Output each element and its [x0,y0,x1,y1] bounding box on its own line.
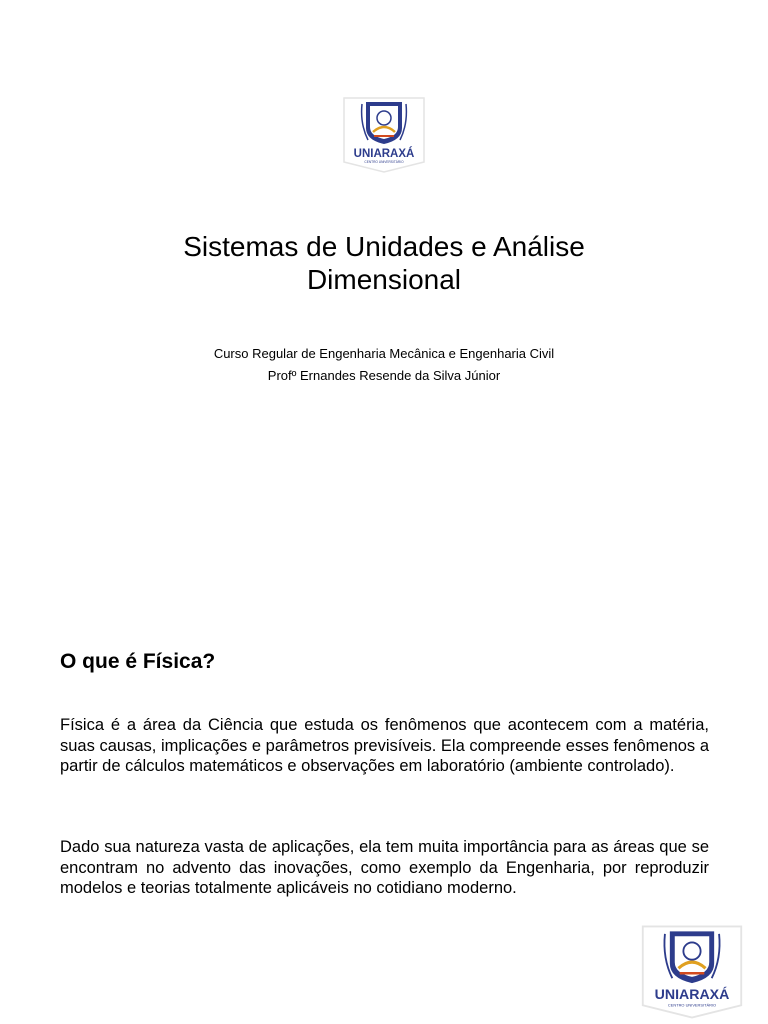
uniaraxa-crest-icon [640,924,744,1020]
professor-name: Profº Ernandes Resende da Silva Júnior [267,368,501,383]
uniaraxa-logo-footer [640,924,744,1020]
svg-text:UNIARAXÁ: UNIARAXÁ [654,986,730,1003]
title-line-2: Dimensional [306,264,462,295]
uniaraxa-crest-icon [342,96,426,174]
course-name: Curso Regular de Engenharia Mecânica e Engenharia Civil [213,346,555,361]
paragraph: Física é a área da Ciência que estuda os fenômenos que acontecem com a matéria, suas causas, implicações e parâmetros previsíveis. Ela compreende esses fenômenos a partir de cálculos matemáticos e observações em laboratório (ambiente controlado). [60,716,709,775]
paragraph: Dado sua natureza vasta de aplicações, ela tem muita importância para as áreas que se encontram no advento das inovações, como exemplo da Engenharia, por reproduzir modelos e teorias totalmente aplicáveis no cotidiano moderno. [60,838,709,897]
document-subtitle [0,343,768,387]
svg-text:CENTRO UNIVERSITÁRIO: CENTRO UNIVERSITÁRIO [364,160,404,164]
svg-text:UNIARAXÁ: UNIARAXÁ [353,148,415,160]
document-title [0,230,768,296]
svg-text:CENTRO UNIVERSITÁRIO: CENTRO UNIVERSITÁRIO [667,1002,717,1008]
section-heading: O que é Física? [60,650,216,673]
uniaraxa-logo [342,96,426,174]
title-line-1: Sistemas de Unidades e Análise [183,231,585,262]
